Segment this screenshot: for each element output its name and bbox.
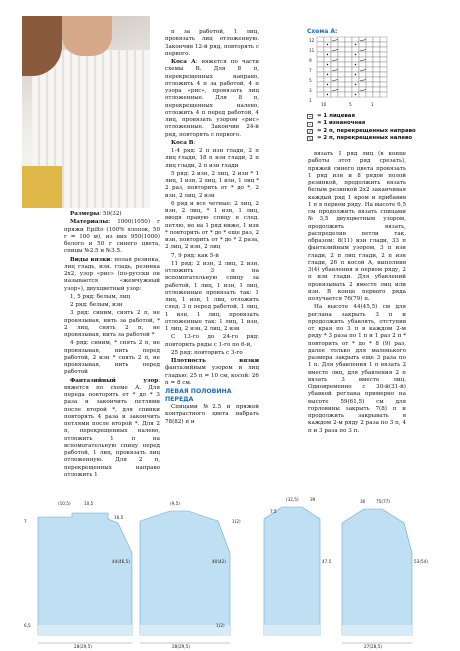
grid-cell (324, 67, 331, 72)
row-number: 5 (309, 78, 312, 83)
grid-cell (380, 82, 387, 87)
row-number: 12 (309, 38, 315, 43)
row-number: 11 (309, 48, 315, 53)
grid-cell (373, 52, 380, 57)
legend (307, 113, 417, 143)
paragraph: Спицами №2.5 и пряжей контрастного цвета набрать 78(82) п и (165, 404, 259, 425)
paragraph-text: 2 ряд: белым, изн (70, 302, 123, 308)
legend-item (307, 128, 417, 135)
paragraph-label: Виды вязки (70, 256, 111, 263)
legend-item (307, 120, 417, 127)
measure-label: (32,5) (286, 497, 299, 502)
paragraph (165, 261, 259, 334)
grid-cell (380, 47, 387, 52)
grid-cell (373, 67, 380, 72)
grid-cell (373, 62, 380, 67)
paragraph (165, 140, 259, 147)
grid-cell (373, 87, 380, 92)
grid-cell (359, 62, 366, 67)
purl-mark (327, 74, 328, 75)
grid-cell (380, 67, 387, 72)
paragraph (165, 29, 259, 58)
legend-label: = 2 п, перекрещенных направо (317, 127, 416, 134)
purl-mark (327, 64, 328, 65)
grid-cell (345, 52, 352, 57)
measure-label: 28(29,5) (172, 644, 190, 649)
grid-cell (338, 42, 345, 47)
measure-label: (10,5) (58, 501, 71, 506)
grid-cell (380, 87, 387, 92)
measure-label: 16,5 (114, 515, 124, 520)
grid-cell (338, 52, 345, 57)
front-ribbing (38, 625, 132, 635)
grid-cell (380, 72, 387, 77)
grid-cell (338, 72, 345, 77)
grid-cell (331, 42, 338, 47)
paragraph-text: п за работой, 1 лиц, провязать лиц отложенную. Закончив 12-й ряд, повторять с первого. (165, 29, 259, 57)
grid-cell (317, 52, 324, 57)
grid-cell (366, 52, 373, 57)
paragraph-label: Плотность вязки (171, 358, 259, 364)
paragraph (64, 378, 160, 480)
col-number: 5 (349, 102, 352, 107)
purl-mark (327, 54, 328, 55)
grid-cell (324, 77, 331, 82)
grid-cell (345, 77, 352, 82)
row-number: 1 (309, 98, 312, 103)
grid-cell (324, 87, 331, 92)
grid-cell (359, 42, 366, 47)
grid-cell (338, 62, 345, 67)
grid-cell (380, 77, 387, 82)
grid-cell (373, 92, 380, 97)
grid-cell (380, 57, 387, 62)
grid-cell (331, 72, 338, 77)
paragraph-text: фантазийным узором и лиц гладью: 25 п = 10 см, косой: 26 п = 8 см. (165, 365, 259, 386)
paragraph-label: Фантазийный узор (70, 377, 159, 384)
grid-cell (380, 52, 387, 57)
grid-cell (366, 42, 373, 47)
grid-cell (373, 72, 380, 77)
column-2 (165, 29, 259, 426)
grid-cell (317, 72, 324, 77)
grid-cell (331, 62, 338, 67)
grid-cell (338, 82, 345, 87)
grid-cell (338, 57, 345, 62)
grid-cell (366, 57, 373, 62)
paragraph (165, 350, 259, 357)
paragraph-text: 25 ряд: повторить с 3-го (171, 349, 243, 356)
grid-cell (317, 57, 324, 62)
grid-cell (317, 47, 324, 52)
paragraph (165, 334, 259, 349)
purl-mark (355, 44, 356, 45)
purl-mark (327, 84, 328, 85)
grid-cell (380, 37, 387, 42)
front-piece (38, 513, 132, 635)
grid-cell (352, 47, 359, 52)
grid-cell (373, 47, 380, 52)
measure-label: 1(2) (216, 623, 225, 628)
grid-cell (317, 87, 324, 92)
row-number: 9 (309, 58, 312, 63)
purl-mark (355, 94, 356, 95)
paragraph-label: Материалы: (70, 219, 111, 226)
purl-mark (327, 44, 328, 45)
sleeve-left (264, 507, 320, 635)
measure-label: 7 (24, 519, 27, 524)
purl-mark (355, 84, 356, 85)
legend-item (307, 113, 417, 120)
grid-cell (373, 37, 380, 42)
grid-cell (345, 82, 352, 87)
paragraph-text: : полая резинка, лиц гладь, изн. гладь, резинка 2х2, узор «рис» (по-русски он называется «жемчужный узор»), двухцветный узор: (64, 256, 161, 292)
grid-cell (380, 62, 387, 67)
grid-cell (373, 57, 380, 62)
grid-cell (331, 52, 338, 57)
grid-cell (345, 92, 352, 97)
legend-symbol-icon: ⟍ (308, 136, 312, 142)
grid-cell (366, 47, 373, 52)
grid-cell (366, 72, 373, 77)
paragraph (64, 219, 160, 255)
grid-cell (352, 77, 359, 82)
grid-cell (345, 67, 352, 72)
paragraph-label: Коса В (171, 139, 194, 146)
paragraph-text: 1, 5 ряд: белым, лиц (70, 293, 131, 300)
grid-cell (317, 62, 324, 67)
measure-label: 10,5 (84, 501, 94, 506)
measure-label: 27(28,5) (364, 644, 382, 649)
grid-cell (352, 37, 359, 42)
column-1 (64, 211, 160, 480)
paragraph (165, 358, 259, 387)
pattern-diagrams (20, 493, 440, 649)
back-piece (140, 511, 230, 635)
sleeve-ribbing (342, 625, 412, 635)
measure-label: 53(54) (414, 559, 428, 564)
row-number: 7 (309, 68, 312, 73)
legend-symbol-icon: · (307, 122, 313, 127)
paragraph (165, 148, 259, 170)
scheme-grid (307, 35, 403, 107)
measure-label: 30 (360, 499, 366, 504)
grid-cell (366, 87, 373, 92)
measure-label: 47,5 (322, 559, 332, 564)
grid-cell (352, 67, 359, 72)
measure-label: 7,5 (270, 509, 277, 514)
paragraph-label: Размеры (70, 211, 100, 217)
grid-cell (373, 77, 380, 82)
grid-cell (359, 82, 366, 87)
column-3 (308, 151, 406, 436)
grid-cell (338, 77, 345, 82)
grid-cell (345, 72, 352, 77)
paragraph-text: С 13-го до 24-го ряд: повторить ряды с 1-го по 6-й, (165, 334, 259, 348)
grid-cell (366, 62, 373, 67)
grid-cell (338, 87, 345, 92)
grid-cell (317, 77, 324, 82)
paragraph-text: 11 ряд: 2 изн, 2 лиц, 2 изн, отложить 3 п на вспомогательную спицу за работой, 1 лиц, 1 изн, 1 лиц, отложенные провязать так: 1 лиц, 1 изн, 1 лиц, отложить след. 3 п перед работой, 1 лиц, 1 изн, 1 лиц, провязать отложенные так: 1 лиц, 1 изн, 1 лиц, 2 изн, 2 лиц, 2 изн (165, 260, 259, 332)
grid-cell (373, 82, 380, 87)
measure-label: 1(2) (232, 519, 241, 524)
grid-cell (359, 52, 366, 57)
paragraph (64, 340, 160, 376)
legend-symbol-icon: − (308, 114, 312, 120)
grid-cell (331, 92, 338, 97)
paragraph (308, 151, 406, 303)
purl-mark (355, 74, 356, 75)
grid-cell (317, 37, 324, 42)
grid-cell (345, 37, 352, 42)
grid-cell (338, 67, 345, 72)
grid-cell (345, 87, 352, 92)
grid-cell (366, 77, 373, 82)
measure-label: 75(77) (376, 499, 390, 504)
grid-cell (338, 37, 345, 42)
grid-cell (380, 92, 387, 97)
purl-mark (327, 94, 328, 95)
paragraph-text: 4 ряд: синим, * снять 2 п, не провязывая, нить перед работой, 2 изн * снять 2 п, не провязывая, нить перед работой (64, 340, 160, 376)
grid-cell (359, 72, 366, 77)
paragraph (64, 211, 160, 218)
paragraph-text: вязать 1 ряд лиц (в конце работы этот ряд срезать), пряжей синего цвета провязать 1 ряд изн и 8 рядов полой резинкой, продолжить вязать белым резинкой 2х2 заканчивая каждый ряд 1 кром и прибавив 1 п в первом ряду. На высоте 6,5 см продолжить вязать спицами №3,5 двухцветным узором, продолжить вязать, распределив петли так, образом: 8(11) изн глади, 33 п фантазийным узором, 3 п изн глади, 2 п лиц глади, 2 п изн глади, 26 п косой А, выполнив 3(4) убавления в первом ряду, 2 п изн глади. Для убавлений провязывать 2 вместе лиц или изн. В конце первого ряда получается 76(79) п. (308, 151, 406, 302)
grid-cell (366, 67, 373, 72)
grid-cell (345, 57, 352, 62)
grid-cell (338, 47, 345, 52)
col-number: 1 (371, 102, 374, 107)
purl-mark (355, 54, 356, 55)
paragraph (165, 201, 259, 252)
grid-cell (359, 92, 366, 97)
paragraph-text: 7, 9 ряд: как 5-й (171, 252, 219, 259)
measure-label: 40(42) (212, 559, 226, 564)
grid-cell (373, 42, 380, 47)
measure-label: 44(46,5) (112, 559, 130, 564)
paragraph-text: : вяжется по части схемы В. Для 8 п, перекрещенных направо, отложить 4 п за работой, 4 п узора «рис», провязать лиц отложенные. Для 8 п, перекрещенных налево, отложить 4 п перед работой, 4 лиц, провязать узором «рис» отложенные. Закончив 24-й ряд, повторять с первого. (165, 59, 259, 138)
grid-cell (345, 62, 352, 67)
paragraph-text: : 50(32) (99, 211, 122, 217)
paragraph (165, 253, 259, 260)
measure-label: (9,5) (170, 501, 180, 506)
paragraph-text: 6 ряд и все четные: 2 лиц, 2 изн, 2 лиц, * 1 изн, 1 лиц, вводя правую спицу в след. петлю, но на 1 ряд ниже, 1 изн * повторить от * до * еще раз, 2 изн, повторить от * до * 2 раза, 2 лиц, 2 изн, 2 лиц (165, 200, 259, 251)
grid-cell (352, 87, 359, 92)
grid-cell (317, 92, 324, 97)
purl-mark (355, 64, 356, 65)
legend-symbol-icon: ⟋ (308, 129, 312, 135)
paragraph-text: : (193, 139, 196, 146)
paragraph (64, 257, 160, 293)
legend-item (307, 135, 417, 142)
paragraph-text: 5 ряд: 2 изн, 2 лиц, 2 изн * 1 лиц, 1 изн, 2 лиц, 1 изн, 1 лиц * 2 раз, повторить от * до *, 2 изн, 2 лиц, 2 изн (165, 170, 259, 199)
grid-cell (317, 82, 324, 87)
grid-cell (345, 42, 352, 47)
paragraph (64, 294, 160, 301)
legend-label: = 1 лицевая (317, 113, 355, 119)
legend-label: = 2 п, перекрещенных налево (317, 135, 413, 142)
grid-cell (317, 42, 324, 47)
grid-cell (338, 92, 345, 97)
section-heading: ЛЕВАЯ ПОЛОВИНА ПЕРЕДА (165, 388, 232, 403)
grid-cell (331, 82, 338, 87)
paragraph-text: 1-4 ряд: 2 п изн глади, 2 п лиц глади, 18 п изн глади, 2 п лиц глади, 2 п изн глади (165, 148, 259, 169)
paragraph-label: Коса А (171, 59, 196, 65)
paragraph (308, 304, 406, 435)
paragraph-text: : вяжется по схеме А. Для переда повторять от * до * 3 раза и закончить петлями после второй *, для спинки повторять 4 раза и закончить петлями после второй *. Для 2 п, перекрещенных налево, отложить 1 п на вспомогательную спицу перед работой, 1 лиц, провязать лиц отложенную. Для 2 п, перекрещенных направо отложить 1 (64, 377, 160, 478)
grid-cell (352, 57, 359, 62)
measure-label: 28(29,5) (74, 644, 92, 649)
paragraph-text: 3 ряд: синим, снять 2 п, не провязывая, нить за работой, * 2 лиц, снять 2 п, не провязывая, нить за работой * (64, 310, 160, 338)
grid-cell (324, 37, 331, 42)
grid-cell (366, 82, 373, 87)
legend-label: = 1 изнаночная (317, 120, 366, 127)
paragraph (64, 302, 160, 309)
col-number: 10 (321, 102, 327, 107)
paragraph (64, 310, 160, 339)
measure-label: 39 (310, 497, 316, 502)
grid-cell (366, 92, 373, 97)
paragraph-text: На высоте 44(45,5) см для регланa закрыть 3 п и продолжить убавлять, отступив от края по 3 п в каждом 2-м ряду * 3 раза по 1 п и 1 раз 2 п * повторить от * до * 8 (9) раз, далее только для маленького размера закрыть еще 3 раза по 1 п. Для убавления 1 п вязать 2 вместе лиц, для убавления 2 п вязать 3 вместе лиц. Одновременно с 30-й(31-й) убавкой реглана примерно на высоте 59(61,5) см для горловины закрыть 7(8) п и продолжить закрывать в каждом 2-м ряду 2 раза по 3 п, 4 п и 3 раза по 3 п. (308, 304, 406, 434)
grid-cell (366, 37, 373, 42)
paragraph (165, 59, 259, 139)
grid-cell (317, 67, 324, 72)
sleeve-ribbing (264, 625, 320, 635)
paragraph (165, 171, 259, 200)
sleeve-right (342, 509, 412, 635)
grid-cell (324, 47, 331, 52)
paragraph-text: 1000(1050) г пряжи Ерilto (100% хлопок, 50 г = 100 м), из них 950(1000) белого и 50 г синего цвета, спицы №2.5 и №3.5. (64, 219, 160, 255)
row-number: 3 (309, 88, 312, 93)
measure-label: 6,5 (24, 623, 31, 628)
model-photo (22, 16, 150, 208)
grid-cell (380, 42, 387, 47)
grid-cell (345, 47, 352, 52)
scheme-title: Схема А: (307, 28, 338, 35)
scheme-a (307, 28, 403, 111)
grid-cell (324, 57, 331, 62)
